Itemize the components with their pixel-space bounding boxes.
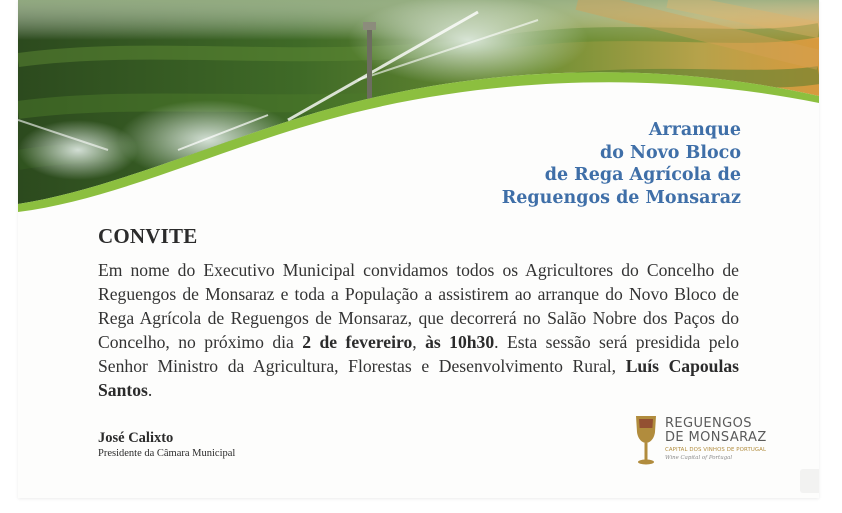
logo-tagline: CAPITAL DOS VINHOS DE PORTUGAL	[665, 447, 767, 453]
invitation-heading: CONVITE	[98, 224, 198, 248]
minister-name: Luís Capoulas Santos	[98, 356, 739, 400]
wine-glass-icon	[633, 414, 659, 468]
event-date: 2 de fevereiro	[302, 332, 413, 352]
event-time: às 10h30	[425, 332, 495, 352]
invitation-body	[98, 258, 739, 402]
logo-wordmark	[665, 417, 767, 445]
signature-block	[98, 430, 235, 459]
title-line: Reguengos de Monsaraz	[501, 187, 741, 208]
logo-tagline-english: Wine Capital of Portugal	[665, 455, 733, 461]
title-line: do Novo Bloco	[599, 142, 741, 163]
municipality-logo	[633, 414, 793, 470]
body-text: Em nome do Executivo Municipal convidamos todos os Agricultores do Concelho de Reguengos de Monsaraz e toda a População a assistirem ao arranque do Novo Bloco de Rega Agrícola de Reguengos de Monsaraz, que decorrerá no Salão Nobre dos Paços do Concelho, no próximo dia	[98, 260, 739, 352]
signatory-name: José Calixto	[98, 430, 174, 446]
body-text: .	[147, 380, 153, 400]
logo-line: DE MONSARAZ	[665, 430, 767, 445]
title-line: de Rega Agrícola de	[544, 165, 741, 185]
invitation-card	[18, 0, 819, 498]
signatory-role: Presidente da Câmara Municipal	[98, 448, 236, 459]
corner-watermark	[800, 469, 819, 493]
logo-line: REGUENGOS	[665, 416, 752, 431]
body-text: . Esta sessão será presidida pelo Senhor Ministro da Agricultura, Florestas e Desenvolvimento Rural,	[98, 332, 740, 376]
event-title	[502, 119, 741, 209]
body-text: ,	[412, 332, 426, 352]
title-line: Arranque	[648, 120, 741, 140]
